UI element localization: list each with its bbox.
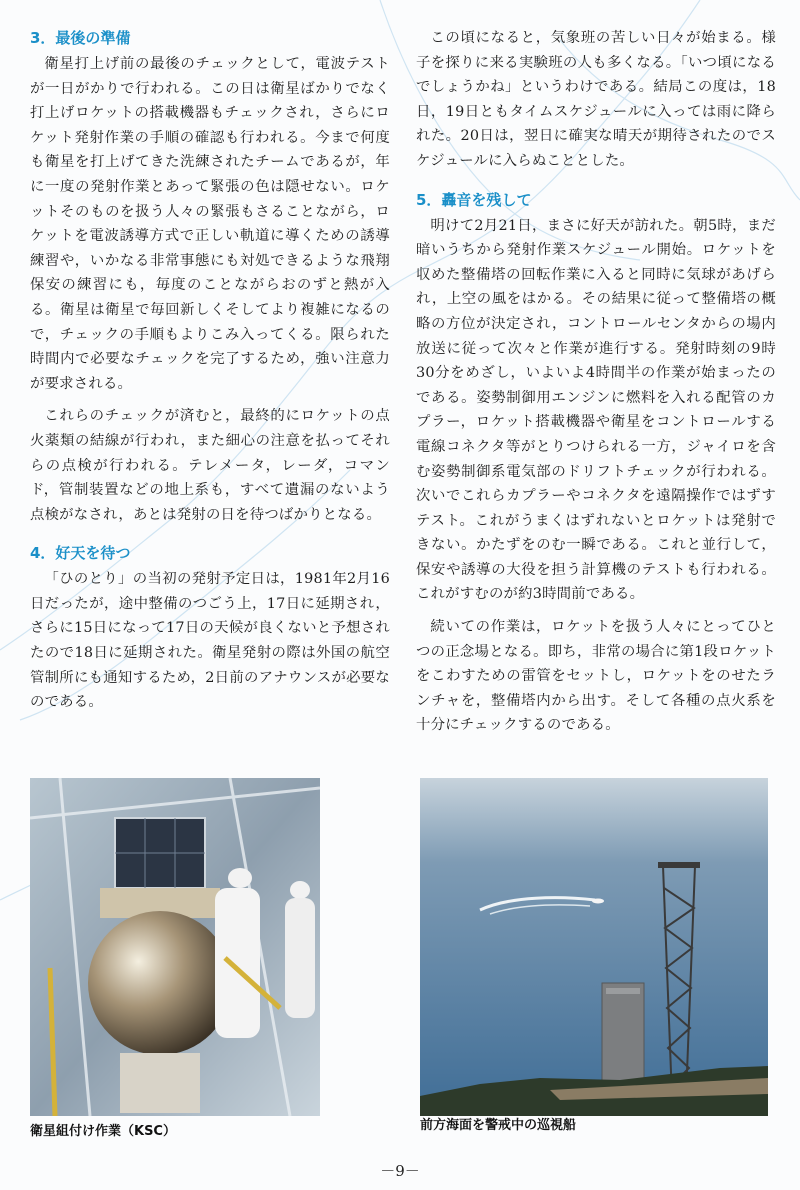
patrol-boat-photo: [420, 778, 768, 1116]
section-4-paragraph-2: この頃になると，気象班の苦しい日々が始まる。様子を探りに来る実験班の人も多くなる。「いつ頃になるでしょうかね」というわけである。結局この度は，18日，19日ともタイムスケジュールに入っては雨に降られた。20日は，翌日に確実な晴天が期待されたのでスケジュールに入らぬこととした。: [416, 30, 776, 169]
right-photo-caption: 前方海面を警戒中の巡視船: [420, 1118, 577, 1133]
satellite-assembly-photo: [30, 778, 320, 1116]
section-5-paragraph-2: 続いての作業は，ロケットを扱う人々にとってひとつの正念場となる。即ち，非常の場合に第1段ロケットをこわすための雷管をセットし，ロケットをのせたランチャを，整備塔内から出す。そして各種の点火系を十分にチェックするのである。: [416, 619, 776, 734]
section-4-paragraph-1: 「ひのとり」の当初の発射予定日は，1981年2月16日だったが，途中整備のつごう上，17日に延期され，さらに15日になって17日の天候が良くないと予想されたので18日に延期された。衛星発射の際は外国の航空管制所にも通知するため，2日前のアナウンスが必要なのである。: [30, 571, 390, 711]
left-photo-caption: 衛星組付け作業（KSC）: [30, 1124, 176, 1139]
right-column: [416, 26, 776, 738]
section-3-heading: 3．最後の準備: [30, 29, 131, 47]
page-number: －9－: [380, 1162, 420, 1180]
section-3-paragraph-1: 衛星打上げ前の最後のチェックとして，電波テストが一日がかりで行われる。この日は衛星ばかりでなく打上げロケットの搭載機器もチェックされ，さらにロケット発射作業の手順の確認も行われる。今まで何度も衛星を打上げてきた洗練されたチームであるが，年に一度の発射作業とあって緊張の色は隠せない。ロケットそのものを扱う人々の緊張もさることながら，ロケットを電波誘導方式で正しい軌道に導くための誘導練習や，いかなる非常事態にも対処できるような飛翔保安の練習にも，毎度のことながらおのずと熱が入る。衛星は衛星で毎回新しくそしてより複雑になるので，チェックの手順もよりこみ入ってくる。限られた時間内で必要なチェックを完了するため，強い注意力が要求される。: [30, 56, 390, 392]
left-column: [30, 26, 390, 715]
section-5-heading: 5．轟音を残して: [416, 190, 532, 209]
section-4-heading: 4．好天を待つ: [30, 544, 131, 563]
section-3-paragraph-2: これらのチェックが済むと，最終的にロケットの点火薬類の結線が行われ，また細心の注意を払ってそれらの点検が行われる。テレメータ，レーダ，コマンド，管制装置などの地上系も，すべて遺漏のないよう点検がなされ，あとは発射の日を待つばかりとなる。: [30, 408, 390, 523]
section-5-paragraph-1: 明けて2月21日，まさに好天が訪れた。朝5時，まだ暗いうちから発射作業スケジュール開始。ロケットを収めた整備塔の回転作業に入ると同時に気球があげられ，上空の風をはかる。その結果に従って整備塔の概略の方位が決定され，コントロールセンタからの場内放送に従って次々と作業が進行する。発射時刻の9時30分をめざし，いよいよ4時間半の作業が始まったのである。姿勢制御用エンジンに燃料を入れる配管のカプラー，ロケット搭載機器や衛星をコントロールする電線コネクタ等がとりつけられる一方，ジャイロを含む姿勢制御系電気部のドリフトチェックが行われる。次いでこれらカプラーやコネクタを遠隔操作ではずすテスト。これがうまくはずれないとロケットは発射できない。かたずをのむ一瞬である。これと並行して，保安や誘導の大役を担う計算機のテストも行われる。これがすむのが約3時間前である。: [416, 217, 776, 603]
